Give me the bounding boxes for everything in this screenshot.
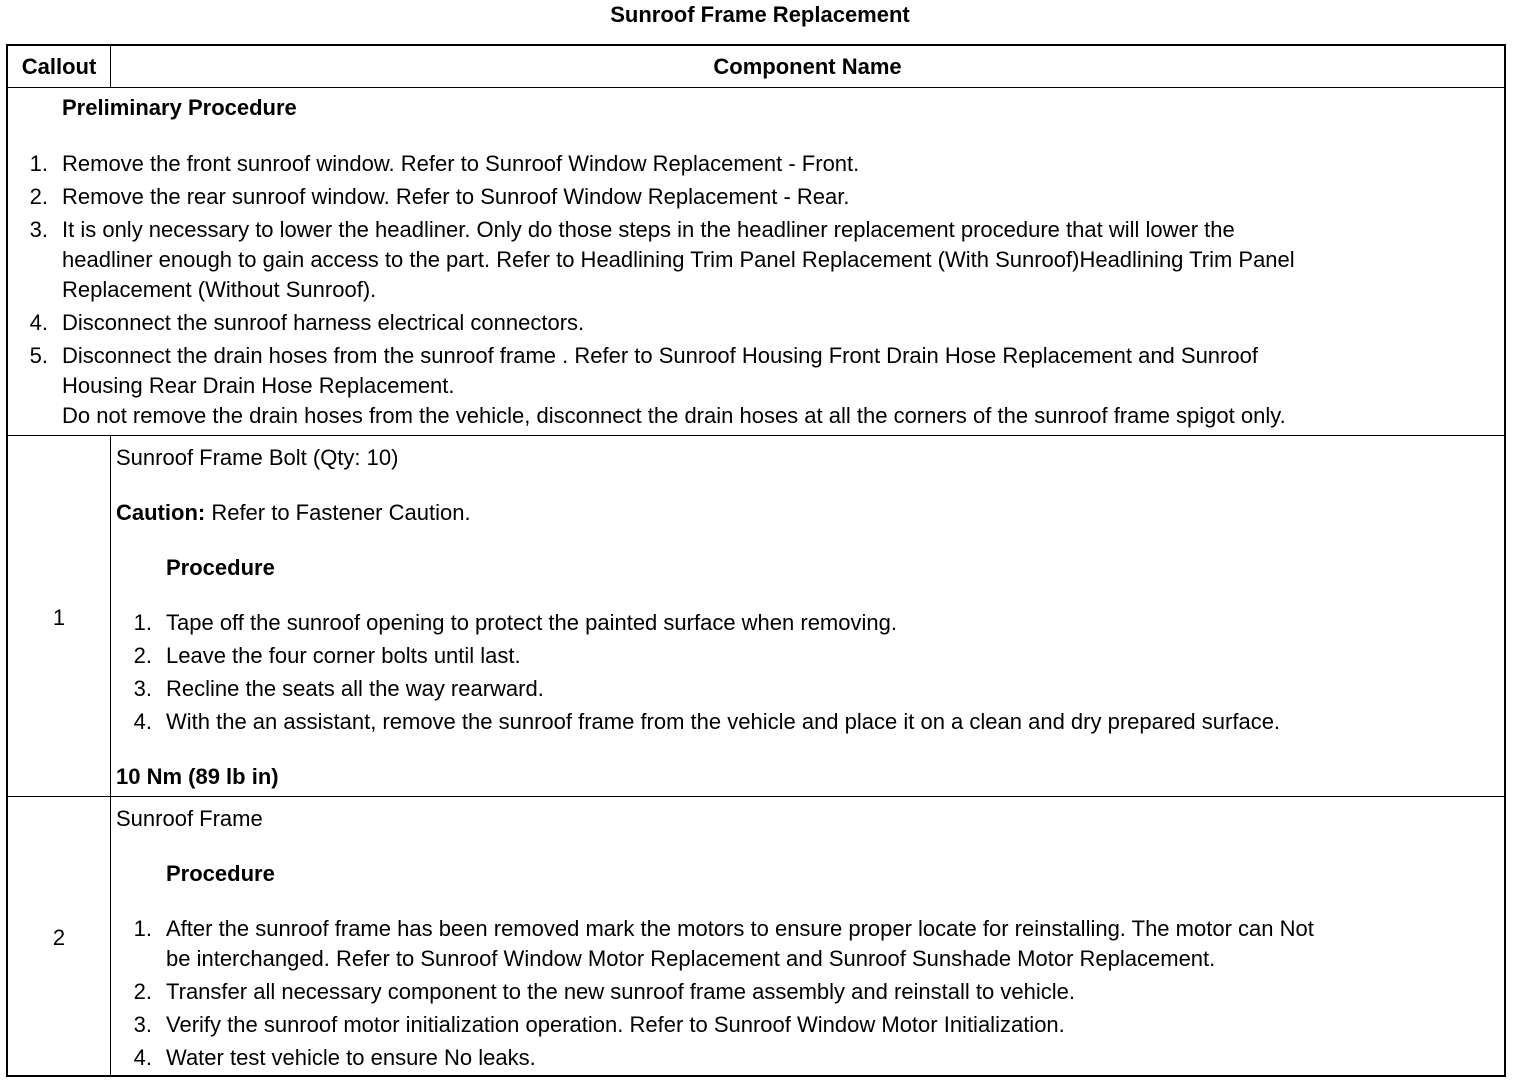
component-name: Sunroof Frame Bolt (Qty: 10) xyxy=(116,445,399,470)
procedure-table: Callout Component Name Preliminary Procedure 1. Remove the front sunroof window. Refer to Sunroof Window Replacement - Front. 2. Remove the rear sunroof window. Refer to Sunroof Window Replacement - Rear. 3. It is only necessary to lower the headliner. Only do those steps in the headliner replacement procedure that will lower the headliner enough to gain access to the part. Refer to Headlining Trim Panel Replacement (With Sunroof)Headlining Trim Panel Replacement (Without Sunroof). 4. Disconnect the sunroof harness electrical connectors. 5. Disconnect the drain hoses from the sunroof frame . Refer to Sunroof Housing Front Drain Hose Replacement and Sunroof Housing Rear Drain Hose Replacement. Do not remove the drain hoses from the vehicle, disconnect the drain hoses at all the corners of the sunroof frame spigot only. 1 Sunroof Frame Bolt (Qty: 10) Caution: Refer to Fastener Caution. Procedure 1. Tape off the sunroof opening to protect the painted surface when removing. 2. Leave the four corner bolts until last. 3. Recline the seats all the way rearward. 4. With the an assistant, remove the sunroof frame from the vehicle and place it on a clean and dry prepared surface. 10 Nm (89 lb in) 2 Sunroof Frame Procedure 1. After the sunroof frame has been removed mark the motors to ensure proper locate for reinstalling. The motor can Not be interchanged. Refer to Sunroof Window Motor Replacement and Sunroof Sunshade Motor Replacement. 2. Transfer all necessary component to the new sunroof frame assembly and reinstall to vehicle. 3. Verify the sunroof motor initialization operation. Refer to Sunroof Window Motor Initialization. 4. Water test vehicle to ensure No leaks. xyxy=(6,44,1506,1077)
caution-note: Caution: Refer to Fastener Caution. xyxy=(116,500,471,525)
preliminary-heading: Preliminary Procedure xyxy=(62,95,297,120)
procedure-heading: Procedure xyxy=(166,555,275,580)
torque-spec: 10 Nm (89 lb in) xyxy=(116,764,279,789)
page-title: Sunroof Frame Replacement xyxy=(610,2,910,27)
header-component-name: Component Name xyxy=(713,54,902,79)
row-divider xyxy=(8,796,1504,797)
row-divider xyxy=(8,435,1504,436)
callout-number: 1 xyxy=(52,605,66,630)
component-name: Sunroof Frame xyxy=(116,806,263,831)
procedure-heading: Procedure xyxy=(166,861,275,886)
callout-number: 2 xyxy=(52,925,66,950)
header-callout: Callout xyxy=(21,54,97,79)
